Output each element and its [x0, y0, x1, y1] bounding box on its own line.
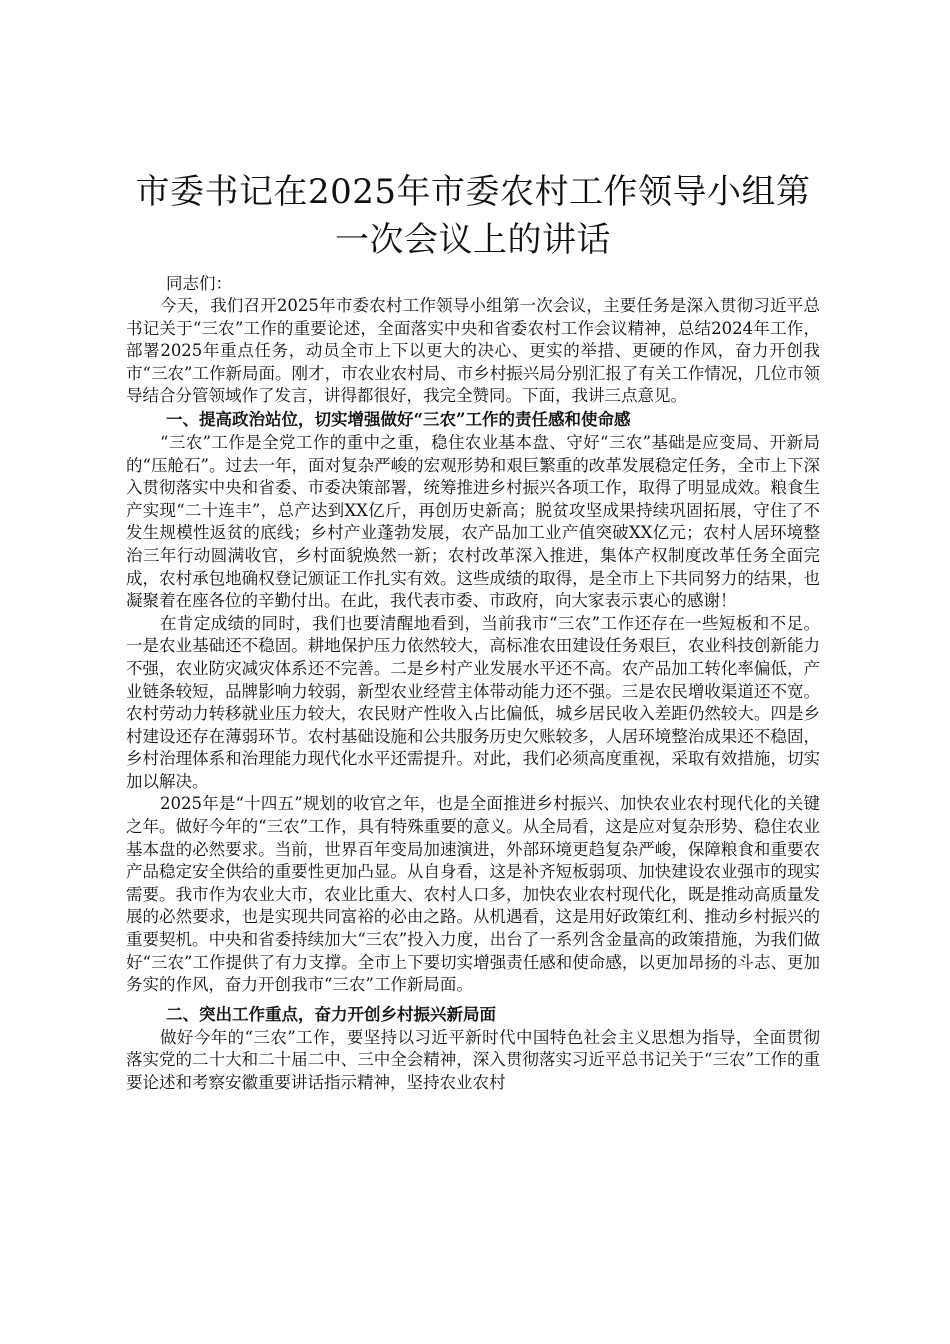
section-1-paragraph-1: “三农”工作是全党工作的重中之重，稳住农业基本盘、守好“三农”基础是应变局、开新局的“压舱石”。过去一年，面对复杂严峻的宏观形势和艰巨繁重的改革发展稳定任务，全市上下深入贯彻落实中央和省委、市委决策部署，统筹推进乡村振兴各项工作，取得了明显成效。粮食生产实现“二十连丰”，总产达到XX亿斤，再创历史新高；脱贫攻坚成果持续巩固拓展，守住了不发生规模性返贫的底线；乡村产业蓬勃发展，农产品加工业产值突破XX亿元；农村人居环境整治三年行动圆满收官，乡村面貌焕然一新；农村改革深入推进，集体产权制度改革任务全面完成，农村承包地确权登记颁证工作扎实有效。这些成绩的取得，是全市上下共同努力的结果，也凝聚着在座各位的辛勤付出。在此，我代表市委、市政府，向大家表示衷心的感谢！ — [126, 432, 820, 611]
section-heading-2: 二、突出工作重点，奋力开创乡村振兴新局面 — [166, 1004, 496, 1024]
section-1-paragraph-2: 在肯定成绩的同时，我们也要清醒地看到，当前我市“三农”工作还存在一些短板和不足。一是农业基础还不稳固。耕地保护压力依然较大，高标准农田建设任务艰巨，农业科技创新能力不强，农业防灾减灾体系还不完善。二是乡村产业发展水平还不高。农产品加工转化率偏低，产业链条较短，品牌影响力较弱，新型农业经营主体带动能力还不强。三是农民增收渠道还不宽。农村劳动力转移就业压力较大，农民财产性收入占比偏低，城乡居民收入差距仍然较大。四是乡村建设还存在薄弱环节。农村基础设施和公共服务历史欠账较多，人居环境整治成果还不稳固，乡村治理体系和治理能力现代化水平还需提升。对此，我们必须高度重视，采取有效措施，切实加以解决。 — [126, 613, 820, 791]
section-1-paragraph-3: 2025年是“十四五”规划的收官之年，也是全面推进乡村振兴、加快农业农村现代化的关键之年。做好今年的“三农”工作，具有特殊重要的意义。从全局看，这是应对复杂形势、稳住农业基本盘的必然要求。当前，世界百年变局加速演进，外部环境更趋复杂严峻，保障粮食和重要农产品稳定安全供给的重要性更加凸显。从自身看，这是补齐短板弱项、加快建设农业强市的现实需要。我市作为农业大市，农业比重大、农村人口多，加快农业农村现代化，既是推动高质量发展的必然要求，也是实现共同富裕的必由之路。从机遇看，这是用好政策红利、推动乡村振兴的重要契机。中央和省委持续加大“三农”投入力度，出台了一系列含金量高的政策措施，为我们做好“三农”工作提供了有力支撑。全市上下要切实增强责任感和使命感，以更加昂扬的斗志、更加务实的作风，奋力开创我市“三农”工作新局面。 — [126, 794, 820, 995]
section-heading-1: 一、提高政治站位，切实增强做好“三农”工作的责任感和使命感 — [166, 409, 631, 429]
document-title: 市委书记在2025年市委农村工作领导小组第一次会议上的讲话 — [135, 172, 811, 260]
section-2-paragraph-1: 做好今年的“三农”工作，要坚持以习近平新时代中国特色社会主义思想为指导，全面贯彻落实党的二十大和二十届二中、三中全会精神，深入贯彻落实习近平总书记关于“三农”工作的重要论述和考察安徽重要讲话指示精神，坚持农业农村 — [126, 1027, 820, 1092]
document-page — [126, 168, 820, 1095]
salutation: 同志们： — [166, 274, 232, 293]
intro-paragraph: 今天，我们召开2025年市委农村工作领导小组第一次会议，主要任务是深入贯彻习近平总书记关于“三农”工作的重要论述，全面落实中央和省委农村工作会议精神，总结2024年工作，部署2025年重点任务，动员全市上下以更大的决心、更实的举措、更硬的作风，奋力开创我市“三农”工作新局面。刚才，市农业农村局、市乡村振兴局分别汇报了有关工作情况，几位市领导结合分管领域作了发言，讲得都很好，我完全赞同。下面，我讲三点意见。 — [126, 296, 820, 406]
